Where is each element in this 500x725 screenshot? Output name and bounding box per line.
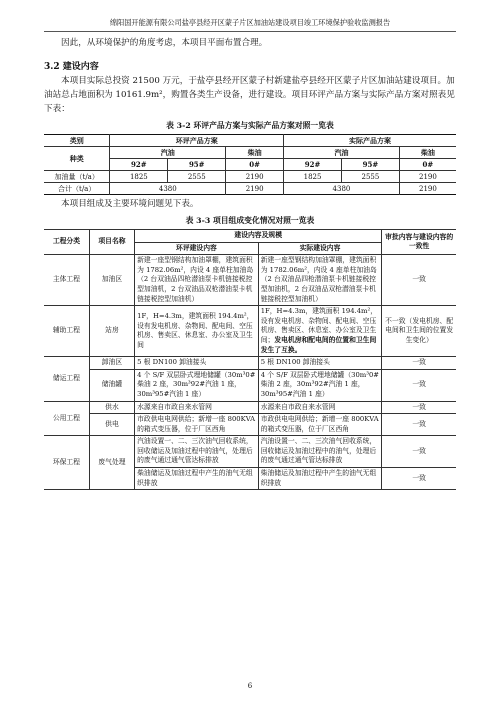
table1-cell: 4380	[284, 183, 400, 195]
table1-row-label: 合计（t/a）	[44, 183, 110, 195]
table1-eia-gasoline: 汽油	[110, 147, 226, 159]
table1-cell: 2190	[399, 183, 456, 195]
table2-col-category: 工程分类	[44, 230, 89, 255]
table1-eia-92: 92#	[110, 159, 168, 171]
category-cell: 储运工程	[44, 357, 89, 401]
consistency-cell: 一致	[382, 468, 456, 490]
category-cell: 辅助工程	[44, 306, 89, 357]
table1-row-label: 加油量（t/a）	[44, 171, 110, 183]
table-row	[44, 357, 456, 370]
eia-cell: 4 个 S/F 双层卧式埋地储罐（30m³0#柴油 2 座，30m³92#汽油 1 座，30m³95#汽油 1 座）	[135, 369, 259, 401]
eia-cell: 水源来自市政自来水管网	[135, 401, 259, 414]
table1-eia-diesel: 柴油	[226, 147, 284, 159]
category-cell: 环保工程	[44, 436, 89, 490]
table1-eia-0: 0#	[226, 159, 284, 171]
name-cell: 卸油区	[89, 357, 134, 370]
intro-paragraph: 因此，从环境保护的角度考虑，本项目平面布置合理。	[61, 38, 268, 48]
project-composition-table	[44, 229, 456, 490]
eia-cell: 汽油设置一、二、三次油气回收系统，回收储运及加油过程中的油气，处理后的废气通过通气管达标排放	[135, 436, 259, 468]
name-cell: 废气处理	[89, 436, 134, 490]
table1-cell: 1825	[110, 171, 168, 183]
table2-col-scale: 建设内容及规模	[135, 230, 382, 243]
table1-cell: 4380	[110, 183, 226, 195]
consistency-cell: 一致	[382, 255, 456, 306]
table2-caption: 表 3-3 项目组成变化情况对照一览表	[185, 216, 315, 225]
consistency-cell: 一致	[382, 357, 456, 370]
table2-col-name: 项目名称	[89, 230, 134, 255]
page-number: 6	[247, 682, 253, 690]
table1-actual-gasoline: 汽油	[284, 147, 400, 159]
table1-fuel-row	[44, 147, 456, 159]
actual-cell: 市政供电电网供给；新增一座 800KVA 的箱式变压器，位于厂区西角	[258, 414, 382, 436]
table2-col-actual: 实际建设内容	[258, 242, 382, 255]
table2-col-consistency: 审批内容与建设内容的一致性	[382, 230, 456, 255]
table-row	[44, 255, 456, 306]
actual-cell: 柴油储运及加油过程中产生的油气无组织排放	[258, 468, 382, 490]
table-row	[44, 306, 456, 357]
eia-cell: 新建一座型钢结构加油罩棚，建筑面积为 1782.06m²，内设 4 座单柱加油岛（2 台双油品四枪潜油泵卡机链接税控型加油机，2 台双油品双枪潜油泵卡机链接税控型加油机）	[135, 255, 259, 306]
table1-cell: 2190	[226, 183, 284, 195]
name-cell: 供电	[89, 414, 134, 436]
table1-col-category: 类别	[44, 135, 110, 147]
table1-cell: 2190	[226, 171, 284, 183]
table1-header-row	[44, 135, 456, 147]
consistency-cell: 一致	[382, 401, 456, 414]
table1-cell: 2555	[341, 171, 399, 183]
table1-row-total	[44, 183, 456, 195]
table1-actual-0: 0#	[399, 159, 456, 171]
table-row	[44, 436, 456, 468]
document-page	[0, 18, 500, 725]
category-cell: 主体工程	[44, 255, 89, 306]
actual-text: 1F，H=4.3m，建筑面积 194.4m²，设有发电机房、杂物间、配电间、空压机房、售卖区、休息室、办公室及卫生间；	[260, 307, 378, 344]
table1-cell: 2555	[168, 171, 226, 183]
eia-cell: 1F，H=4.3m，建筑面积 194.4m²，设有发电机房、杂物间、配电间、空压机房、售卖区、休息室、办公室及卫生间	[135, 306, 259, 357]
table-row	[44, 401, 456, 414]
eia-cell: 市政供电电网供给；新增一座 800KVA 的箱式变压器，位于厂区西角	[135, 414, 259, 436]
paragraph-table-intro: 本项目组成及主要环境问题见下表。	[61, 199, 199, 209]
actual-cell: 汽油设置一、二、三次油气回收系统，回收储运及加油过程中的油气，处理后的废气通过通气管达标排放	[258, 436, 382, 468]
consistency-cell: 一致	[382, 369, 456, 401]
table1-cell: 2190	[399, 171, 456, 183]
actual-cell: 水源来自市政自来水管网	[258, 401, 382, 414]
eia-cell: 柴油储运及加油过程中产生的油气无组织排放	[135, 468, 259, 490]
table1-col-eia: 环评产品方案	[110, 135, 284, 147]
name-cell: 储油罐	[89, 369, 134, 401]
actual-change-note: 发电机房和配电间的位置和卫生间发生了互换。	[260, 335, 377, 354]
table-row	[44, 414, 456, 436]
name-cell: 供水	[89, 401, 134, 414]
table1-caption: 表 3-2 环评产品方案与实际产品方案对照一览表	[166, 121, 334, 130]
page-header: 绵阳国开能源有限公司盐亭县经开区蒙子片区加油站建设项目竣工环境保护验收监测报告	[44, 18, 456, 32]
consistency-cell: 不一致（发电机房、配电间和卫生间的位置发生变化）	[382, 306, 456, 357]
eia-cell: 5 根 DN100 卸油接头	[135, 357, 259, 370]
consistency-cell: 一致	[382, 414, 456, 436]
table1-actual-95: 95#	[341, 159, 399, 171]
table1-col-actual: 实际产品方案	[284, 135, 456, 147]
name-cell: 加油区	[89, 255, 134, 306]
actual-cell: 新建一座型钢结构加油罩棚，建筑面积为 1782.06m²，内设 4 座单柱加油岛（2 台双油品四枪潜油泵卡机链接税控型加油机，2 台双油品双枪潜油泵卡机链接税控型加油机）	[258, 255, 382, 306]
consistency-cell: 一致	[382, 436, 456, 468]
table2-col-eia: 环评建设内容	[135, 242, 259, 255]
table1-actual-92: 92#	[284, 159, 342, 171]
name-cell: 站房	[89, 306, 134, 357]
actual-cell: 5 根 DN100 卸油接头	[258, 357, 382, 370]
table1-col-type: 种类	[44, 147, 110, 171]
table1-eia-95: 95#	[168, 159, 226, 171]
paragraph-investment: 本项目实际总投资 21500 万元，于盐亭县经开区蒙子村新建盐亭县经开区蒙子片区加油站建设项目。加油站总占地面积为 10161.9m²，购置各类生产设备，进行建设。项目环评产品方案与实际产品方案对照表见下表：	[44, 76, 455, 114]
table1-row-volume	[44, 171, 456, 183]
table1-actual-diesel: 柴油	[399, 147, 456, 159]
table-row	[44, 369, 456, 401]
category-cell: 公用工程	[44, 401, 89, 436]
actual-cell	[258, 306, 382, 357]
product-plan-table	[44, 134, 456, 195]
actual-cell: 4 个 S/F 双层卧式埋地储罐（30m³0#柴油 2 座，30m³92#汽油 1 座，30m³95#汽油 1 座）	[258, 369, 382, 401]
section-title: 3.2 建设内容	[44, 62, 99, 72]
table2-header-row	[44, 230, 456, 243]
table1-cell: 1825	[284, 171, 342, 183]
